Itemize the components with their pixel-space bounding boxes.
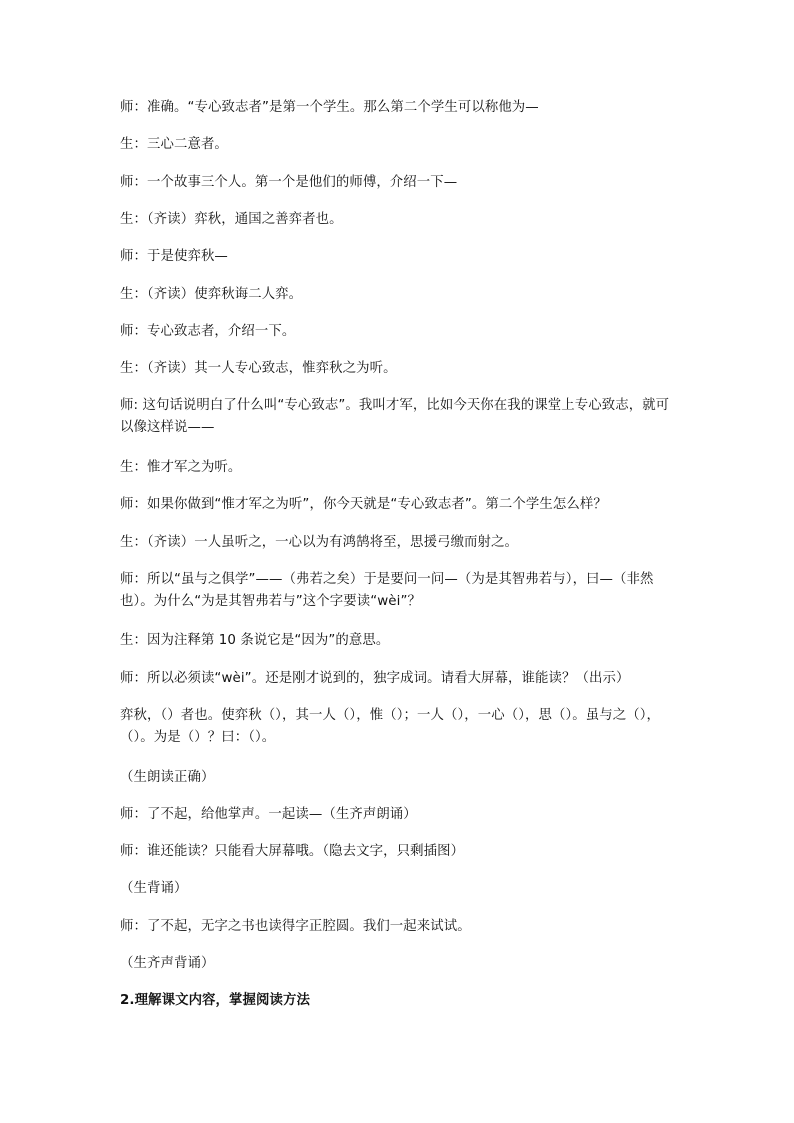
section-heading: 2.理解课文内容，掌握阅读方法 bbox=[120, 993, 310, 1008]
dialogue-line: 师：如果你做到“惟才军之为听”，你今天就是“专心致志者”。第二个学生怎么样？ bbox=[120, 497, 607, 512]
dialogue-line: 师：所以“虽与之俱学”——（弗若之矣）于是要问一问—（为是其智弗若与），曰—（非然也）。为什么“为是其智弗若与”这个字要读“wèi”？ bbox=[120, 572, 654, 609]
stage-direction: （生齐声背诵） bbox=[120, 956, 215, 971]
dialogue-line: 生：因为注释第 10 条说它是“因为”的意思。 bbox=[120, 633, 390, 648]
dialogue-line: 生：（齐读）一人虽听之，一心以为有鸿鹄将至，思援弓缴而射之。 bbox=[120, 535, 519, 550]
dialogue-line: 师：于是使弈秋— bbox=[120, 249, 228, 264]
dialogue-line: 生：三心二意者。 bbox=[120, 137, 228, 152]
dialogue-line: 师：所以必须读“wèi”。还是刚才说到的，独字成词。请看大屏幕，谁能读？（出示） bbox=[120, 671, 630, 686]
dialogue-line: 生：惟才军之为听。 bbox=[120, 460, 242, 475]
dialogue-line: 师：了不起，给他掌声。一起读—（生齐声朗诵） bbox=[120, 807, 417, 822]
dialogue-line: 生：（齐读）使弈秋诲二人弈。 bbox=[120, 287, 303, 302]
dialogue-line: 师：专心致志者，介绍一下。 bbox=[120, 324, 296, 339]
dialogue-line: 师：准确。“专心致志者”是第一个学生。那么第二个学生可以称他为— bbox=[120, 100, 539, 115]
fill-in-exercise: 弈秋，（）者也。使弈秋（），其一人（），惟（）；一人（），一心（），思（）。虽与之（），（）。为是（）？曰：（）。 bbox=[120, 708, 660, 745]
dialogue-line: 师：谁还能读？只能看大屏幕哦。（隐去文字，只剩插图） bbox=[120, 844, 465, 859]
stage-direction: （生朗读正确） bbox=[120, 770, 215, 785]
dialogue-line: 师：了不起，无字之书也读得字正腔圆。我们一起来试试。 bbox=[120, 919, 471, 934]
dialogue-line: 生：（齐读）其一人专心致志，惟弈秋之为听。 bbox=[120, 361, 397, 376]
stage-direction: （生背诵） bbox=[120, 881, 188, 896]
dialogue-line: 师: 这句话说明白了什么叫“专心致志”。我叫才军，比如今天你在我的课堂上专心致志，就可以像这样说—— bbox=[120, 398, 670, 435]
dialogue-line: 生：（齐读）弈秋，通国之善弈者也。 bbox=[120, 212, 343, 227]
dialogue-line: 师：一个故事三个人。第一个是他们的师傅，介绍一下— bbox=[120, 175, 458, 190]
